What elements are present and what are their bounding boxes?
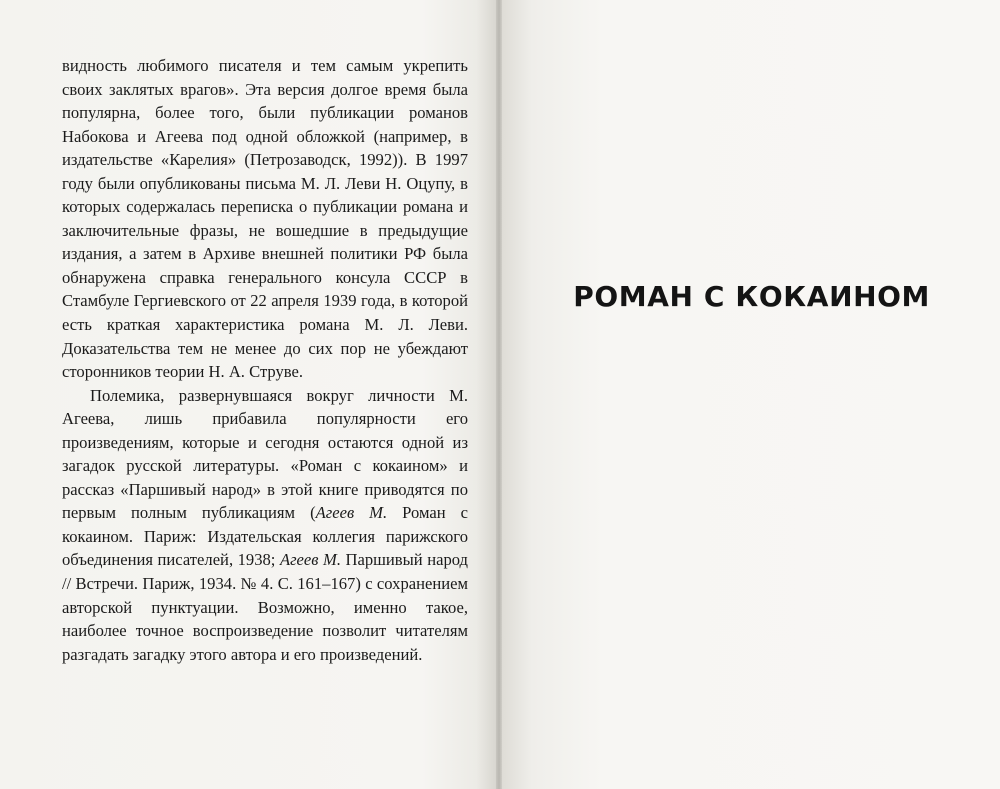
author-ageev-2: Агеев М. <box>279 550 341 570</box>
author-ageev-1: Агеев М. <box>315 503 388 523</box>
paragraph-2-part-3: Паршивый народ // Встречи. Париж, 1934. № 4. С. 161–167) с сохранением авторской пунктуации. Возможно, именно такое, наиболее точное воспроизведение позволит читателям разгадать загадку этого автора и его произведений. <box>62 550 468 664</box>
paragraph-1: видность любимого писателя и тем самым укрепить своих заклятых врагов». Эта версия долгое время была популярна, более того, были публикации романов Набокова и Агеева под одной обложкой (например, в издательстве «Карелия» (Петрозаводск, 1992)). В 1997 году были опубликованы письма М. Л. Леви Н. Оцупу, в которых содержалась переписка о публикации романа и заключительные фразы, не вошедшие в предыдущие издания, а затем в Архиве внешней политики РФ была обнаружена справка генерального консула СССР в Стамбуле Гергиевского от 22 апреля 1939 года, в которой есть краткая характеристика романа М. Л. Леви. Доказательства тем не менее до сих пор не убеждают сторонников теории Н. А. Струве. <box>62 56 468 382</box>
paragraph-2 <box>62 384 468 667</box>
left-page <box>0 0 496 789</box>
paragraph-2-part-1: Полемика, развернувшаяся вокруг личности М. Агеева, лишь прибавила популярности его произведениям, которые и сегодня остаются одной из загадок русской литературы. «Роман с кокаином» и рассказ «Паршивый народ» в этой книге приводятся по первым полным публикациям ( <box>62 385 468 523</box>
right-page <box>502 0 1000 789</box>
paragraph-2-part-2: Роман с кокаином. Париж: Издательская коллегия парижского объединения писателей, 1938; <box>62 503 468 570</box>
chapter-title: РОМАН С КОКАИНОМ <box>573 280 930 313</box>
left-page-text <box>62 54 468 666</box>
